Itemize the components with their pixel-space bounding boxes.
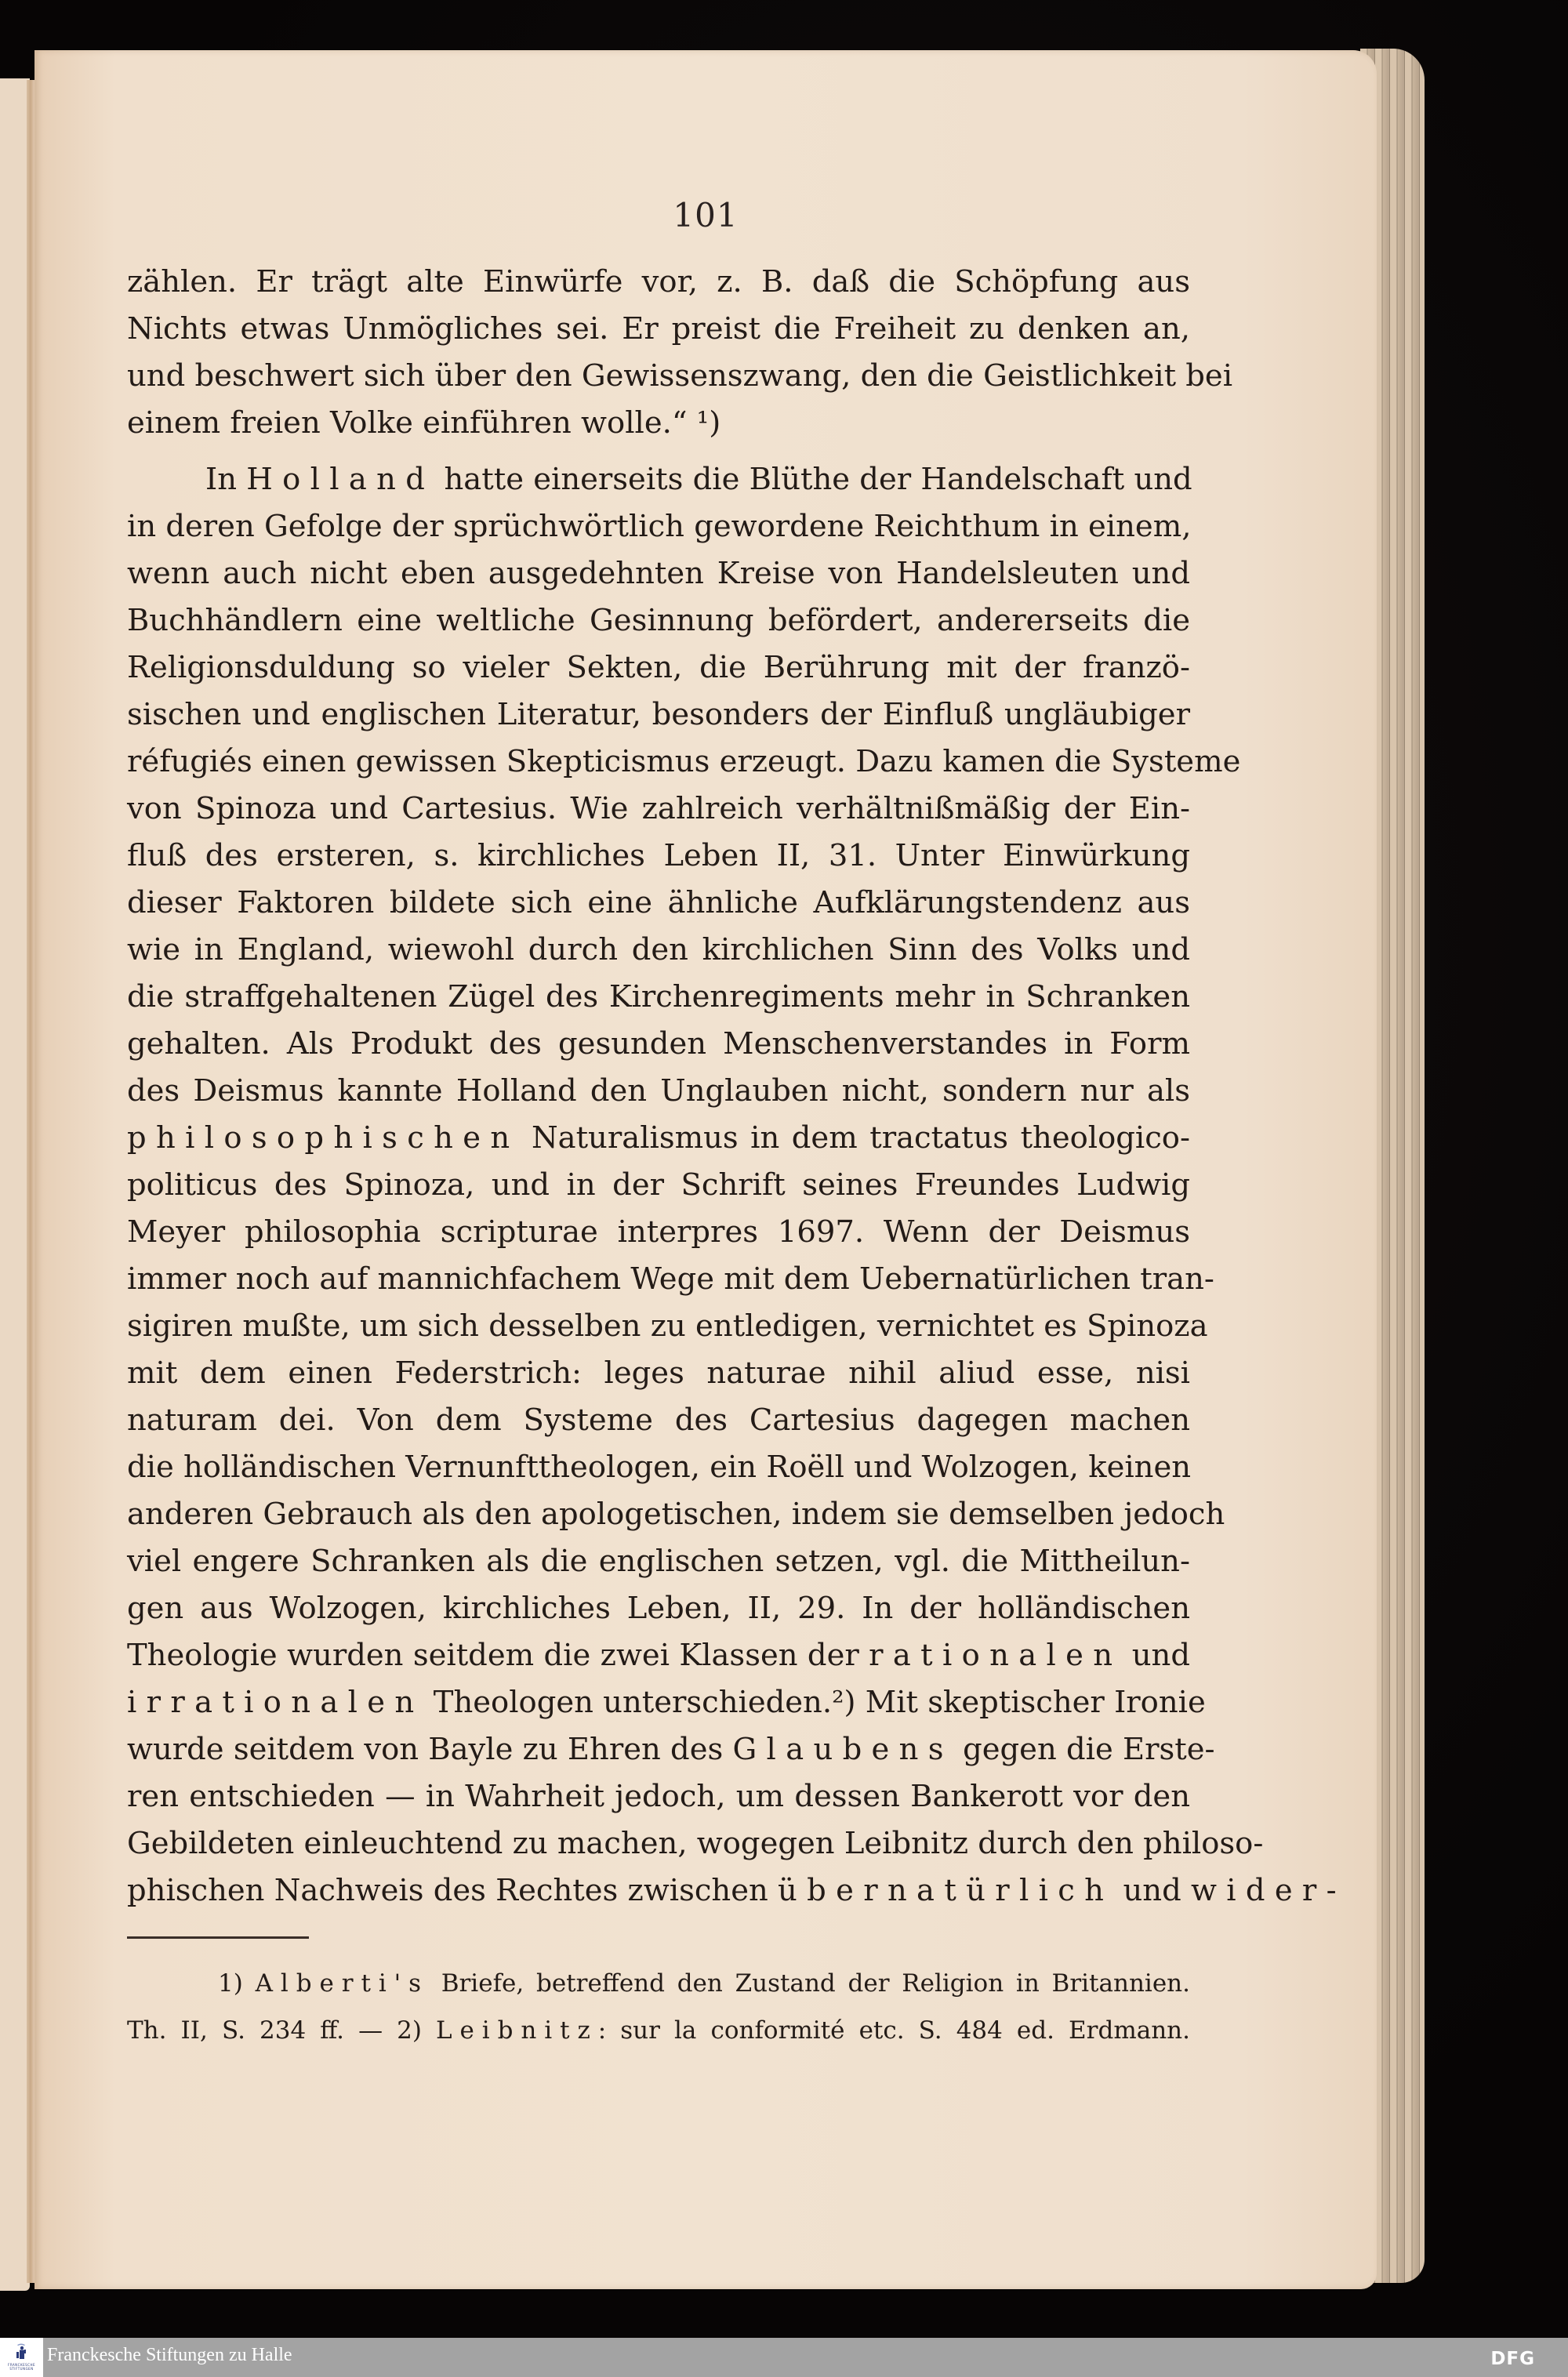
text-run: Buchhändlern eine weltliche Gesinnung befördert, andererseits die (127, 603, 1190, 638)
facing-page-edge (0, 78, 30, 2291)
text-run: : sur la conformité etc. S. 484 ed. Erdmann. (597, 2016, 1190, 2045)
text-line (127, 1303, 1208, 1350)
text-run: Gebildeten einleuchtend zu machen, wogegen Leibnitz durch den philoso- (127, 1826, 1264, 1861)
text-line (127, 259, 1190, 306)
text-run: wie in England, wiewohl durch den kirchlichen Sinn des Volks und (127, 932, 1190, 967)
spaced-emphasis: Alberti's (255, 1969, 429, 1998)
text-line (127, 1068, 1190, 1115)
text-line (127, 1773, 1190, 1820)
text-line (127, 786, 1190, 833)
text-run: 1) (218, 1969, 256, 1998)
text-line (127, 1820, 1264, 1867)
text-run: Meyer philosophia scripturae interpres 1697. Wenn der Deismus (127, 1214, 1190, 1250)
text-run: dieser Faktoren bildete sich eine ähnliche Aufklärungstendenz aus (127, 885, 1190, 920)
text-line (127, 1162, 1190, 1209)
text-run: hatte einerseits die Blüthe der Handelschaft und (434, 462, 1192, 497)
text-line (127, 1350, 1190, 1397)
text-line (127, 1867, 1346, 1914)
text-line (127, 1209, 1190, 1256)
text-run: und beschwert sich über den Gewissenszwang, den die Geistlichkeit bei (127, 358, 1233, 394)
body-text (127, 259, 1346, 1914)
page-number: 101 (673, 196, 739, 234)
text-run: sischen und englischen Literatur, besonders der Einfluß ungläubiger (127, 697, 1190, 732)
spaced-emphasis: Glaubens (732, 1732, 953, 1767)
text-run: Naturalismus in dem tractatus theologico- (519, 1120, 1190, 1156)
footnote-line (127, 1960, 1190, 2007)
footnotes (127, 1960, 1190, 2054)
text-run: sigiren mußte, um sich desselben zu entledigen, vernichtet es Spinoza (127, 1308, 1208, 1344)
text-line (127, 1585, 1190, 1632)
footnote-separator (127, 1936, 309, 1939)
text-line (127, 456, 1190, 503)
text-line (127, 691, 1190, 739)
institution-name[interactable]: Franckesche Stiftungen zu Halle (47, 2345, 292, 2365)
logo-figure-icon (16, 2343, 27, 2360)
text-run: immer noch auf mannichfachem Wege mit dem Uebernatürlichen tran- (127, 1261, 1214, 1297)
text-run: Theologen unterschieden.²) Mit skeptischer Ironie (423, 1685, 1206, 1720)
text-run: gen aus Wolzogen, kirchliches Leben, II, 29. In der holländischen (127, 1591, 1190, 1626)
text-run: naturam dei. Von dem Systeme des Cartesius dagegen machen (127, 1403, 1190, 1438)
text-run: in deren Gefolge der sprüchwörtlich gewordene Reichthum in einem, (127, 509, 1192, 544)
text-line (127, 306, 1190, 353)
text-run: politicus des Spinoza, und in der Schrift seines Freundes Ludwig (127, 1167, 1190, 1203)
text-run: anderen Gebrauch als den apologetischen, indem sie demselben jedoch (127, 1497, 1225, 1532)
text-line (127, 400, 1190, 447)
text-run: von Spinoza und Cartesius. Wie zahlreich verhältnißmäßig der Ein- (127, 791, 1190, 826)
text-run: Religionsduldung so vieler Sekten, die Berührung mit der franzö- (127, 650, 1190, 685)
text-line (127, 1256, 1214, 1303)
text-line (127, 739, 1241, 786)
footnote-line (127, 2007, 1190, 2054)
text-line (127, 1397, 1190, 1444)
text-run: wurde seitdem von Bayle zu Ehren des (127, 1732, 733, 1767)
text-line (127, 927, 1190, 974)
text-run: fluß des ersteren, s. kirchliches Leben II, 31. Unter Einwürkung (127, 838, 1190, 873)
spaced-emphasis: philosophischen (127, 1120, 520, 1156)
text-line (127, 974, 1190, 1021)
text-line (127, 1491, 1225, 1538)
text-line (127, 1632, 1190, 1679)
text-run: Nichts etwas Unmögliches sei. Er preist die Freiheit zu denken an, (127, 311, 1190, 347)
text-run: réfugiés einen gewissen Skepticismus erzeugt. Dazu kamen die Systeme (127, 744, 1241, 779)
text-line (127, 1679, 1206, 1726)
text-run: des Deismus kannte Holland den Unglauben nicht, sondern nur als (127, 1073, 1190, 1109)
text-line (127, 1021, 1190, 1068)
spaced-emphasis: Leibnitz (436, 2016, 598, 2045)
text-run: die straffgehaltenen Zügel des Kirchenregiments mehr in Schranken (127, 979, 1190, 1014)
dfg-logo[interactable]: DFG (1490, 2349, 1535, 2369)
text-line (127, 880, 1190, 927)
text-run: mit dem einen Federstrich: leges naturae nihil aliud esse, nisi (127, 1355, 1190, 1391)
text-run: Briefe, betreffend den Zustand der Religion in Britannien. (428, 1969, 1190, 1998)
text-line (127, 1115, 1190, 1162)
spaced-emphasis: wider- (1190, 1873, 1346, 1908)
spaced-emphasis: rationalen (869, 1638, 1123, 1673)
text-run: und (1113, 1873, 1191, 1908)
spaced-emphasis: irrationalen (127, 1685, 424, 1720)
text-line (127, 550, 1190, 597)
text-run: gehalten. Als Produkt des gesunden Menschenverstandes in Form (127, 1026, 1190, 1061)
text-line (127, 1444, 1190, 1491)
text-run: zählen. Er trägt alte Einwürfe vor, z. B. daß die Schöpfung aus (127, 264, 1190, 299)
text-run: einem freien Volke einführen wolle.“ ¹) (127, 405, 721, 441)
text-line (127, 503, 1190, 550)
text-run: Theologie wurden seitdem die zwei Klassen der (127, 1638, 869, 1673)
text-run: viel engere Schranken als die englischen setzen, vgl. die Mittheilun- (127, 1544, 1190, 1579)
logo-lettering: FRANCKESCHE STIFTUNGEN (8, 2363, 35, 2371)
text-run: Th. II, S. 234 ff. — 2) (127, 2016, 437, 2045)
text-run: In (205, 462, 247, 497)
paragraph-gap (127, 447, 1190, 456)
text-line (127, 1538, 1190, 1585)
text-run: phischen Nachweis des Rechtes zwischen (127, 1873, 779, 1908)
text-run: wenn auch nicht eben ausgedehnten Kreise von Handelsleuten und (127, 556, 1190, 591)
text-line (127, 1726, 1215, 1773)
spaced-emphasis: übernatürlich (778, 1873, 1114, 1908)
text-line (127, 353, 1233, 400)
text-run: gegen die Erste- (953, 1732, 1215, 1767)
franckesche-stiftungen-logo[interactable] (0, 2338, 43, 2377)
text-run: und (1122, 1638, 1190, 1673)
text-line (127, 644, 1190, 691)
spaced-emphasis: Holland (246, 462, 435, 497)
text-line (127, 597, 1190, 644)
text-line (127, 833, 1190, 880)
text-run: die holländischen Vernunfttheologen, ein Roëll und Wolzogen, keinen (127, 1450, 1192, 1485)
viewer-footer-bar (0, 2338, 1568, 2377)
text-run: ren entschieden — in Wahrheit jedoch, um dessen Bankerott vor den (127, 1779, 1190, 1814)
